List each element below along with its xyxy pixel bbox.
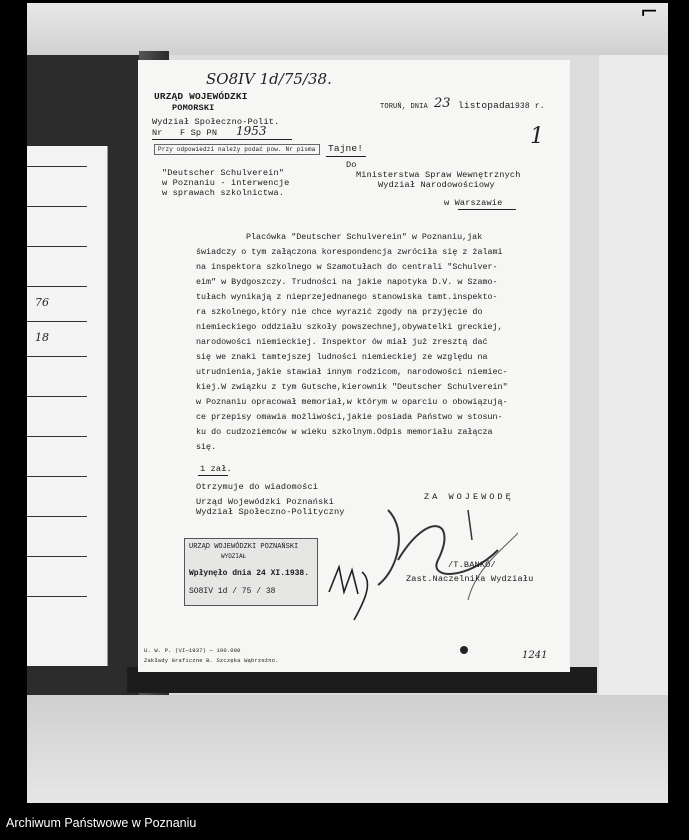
handwritten-initials (324, 562, 384, 622)
reply-note: Przy odpowiedzi należy podać pow. Nr pisma (154, 144, 320, 155)
handwritten-signature (368, 500, 518, 600)
body-line: niemieckiego oddziału szkoły powszechnej,obywatelki greckiej, (196, 322, 503, 332)
letterhead-region: POMORSKI (172, 103, 215, 113)
body-line: się we znaki tamtejszej ludności niemieckiej ze względu na (196, 352, 488, 362)
archive-caption: Archiwum Państwowe w Poznaniu (6, 816, 197, 830)
copy-to-line1: Urząd Wojewódzki Poznański (196, 497, 334, 507)
enclosure: 1 zał. (200, 464, 232, 474)
body-line: Placówka "Deutscher Schulverein" w Poznaniu,jak (246, 232, 483, 242)
stamp-ref: SO8IV 1d / 75 / 38 (189, 587, 276, 596)
body-line: utrudnienia,jakie stawiał innym rodzicom, narodowości niemiec- (196, 367, 508, 377)
subject-line-2: w Poznaniu - interwencje (162, 178, 290, 188)
signature-title: Zast.Naczelnika Wydziału (406, 574, 534, 584)
underpage-handwriting-2: 18 (35, 331, 49, 344)
letterhead-office: URZĄD WOJEWÓDZKI (154, 91, 248, 102)
underlying-page (27, 146, 108, 666)
underpage-handwriting-1: 76 (35, 296, 49, 309)
letterhead-number-handwritten: 1953 (236, 124, 267, 138)
ink-spot (460, 646, 468, 654)
handwritten-file-code: SO8IV 1d/75/38. (206, 70, 332, 88)
stamp-dept: WYDZIAŁ (221, 553, 247, 560)
signature-for: ZA WOJEWODĘ (424, 492, 514, 502)
body-line: na inspektora szkolnego w Szamotułach do centrali "Schulver- (196, 262, 498, 272)
place-label: TORUŃ, DNIA (380, 103, 428, 111)
addressee-city: w Warszawie (444, 198, 503, 208)
date-year: 1938 r. (510, 102, 545, 111)
body-line: świadczy o tym załączona korespondencja zwróciła się z żalami (196, 247, 503, 257)
stamp-office: URZĄD WOJEWÓDZKI POZNAŃSKI (189, 543, 299, 551)
letterhead-department: Wydział Społeczno-Polit. (152, 117, 280, 127)
film-corner-mark: ⌐ (640, 0, 659, 25)
copy-to-line2: Wydział Społeczno-Polityczny (196, 507, 345, 517)
margin-number: 1 (530, 124, 544, 149)
archive-caption-bar (0, 812, 689, 840)
body-line: się. (196, 442, 217, 452)
body-line: kiej.W związku z tym Gutsche,kierownik "Deutscher Schulverein" (196, 382, 508, 392)
subject-line-3: w sprawach szkolnictwa. (162, 188, 285, 198)
letterhead-number: F Sp PN (180, 128, 218, 138)
addressee-line2: Wydział Narodowościowy (378, 180, 495, 190)
receipt-stamp (184, 538, 318, 606)
date-day: 23 (434, 96, 451, 111)
page-number-stamp: 1241 (522, 650, 548, 661)
stamp-received: Wpłynęło dnia 24 XI.1938. (189, 569, 310, 578)
body-line: narodowości niemieckiej. Inspektor ów miał już zresztą dać (196, 337, 488, 347)
body-line: tułach wynikają z nieprzejednanego stanowiska tamt.inspekto- (196, 292, 498, 302)
body-line: ce przepisy omawia możliwości,jakie posiada Państwo w stosun- (196, 412, 503, 422)
date-month: listopada (458, 100, 511, 111)
letterhead-number-prefix: Nr (152, 128, 163, 138)
right-margin-area (599, 55, 668, 695)
body-line: ra szkolnego,który nie chce wyrazić zgody na przyjęcie do (196, 307, 483, 317)
body-line: w Poznaniu opracował memoriał,w którym w oparciu o obowiązują- (196, 397, 508, 407)
document-page (138, 60, 570, 672)
copy-to-intro: Otrzymuje do wiadomości (196, 482, 319, 492)
scan-top-area (27, 3, 668, 55)
printer-footer-2: Zakłady Graficzne B. Szczęka Wąbrzeźno. (144, 657, 279, 664)
scan-bottom-area (27, 695, 668, 803)
classification: Tajne! (328, 143, 364, 154)
subject-line-1: "Deutscher Schulverein" (162, 168, 285, 178)
signature-name: /T.BANKÓ/ (448, 560, 496, 570)
body-line: ku do cudzoziemców w wieku szkolnym.Odpis memoriału załącza (196, 427, 493, 437)
body-line: eim" w Bydgoszczy. Trudności na jakie napotyka D.V. w Szamo- (196, 277, 498, 287)
addressee-line1: Ministerstwa Spraw Wewnętrznych (356, 170, 521, 180)
addressee-to: Do (346, 160, 357, 170)
printer-footer-1: U. W. P. (VI—1937) — 100.000 (144, 647, 241, 654)
